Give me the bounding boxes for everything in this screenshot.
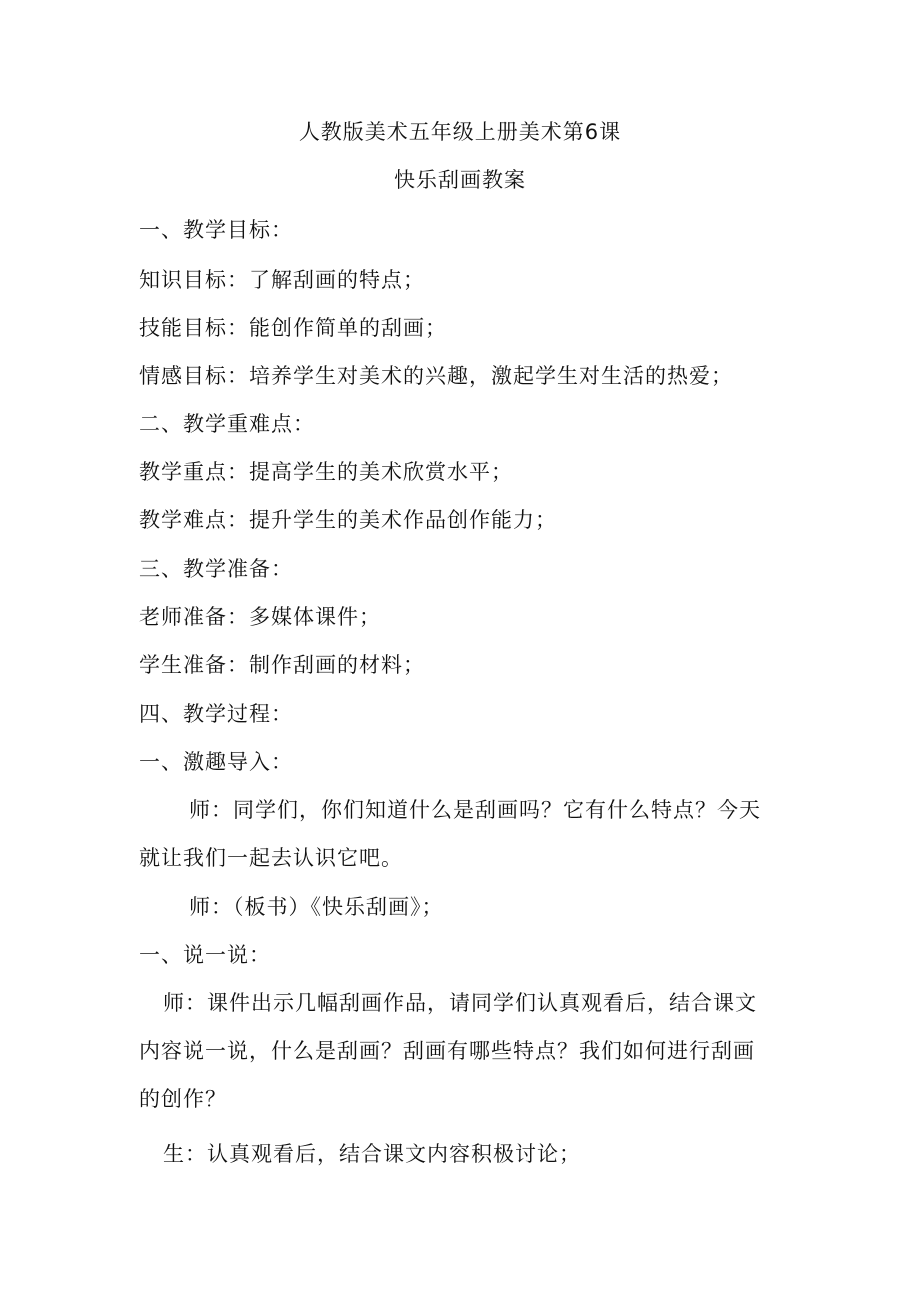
text-line: 生：认真观看后，结合课文内容积极讨论； [163,1142,581,1166]
section-heading-process: 四、教学过程： [139,702,293,726]
text-line: 师：课件出示几幅刮画作品，请同学们认真观看后，结合课文 [163,991,757,1015]
text-line: 情感目标：培养学生对美术的兴趣，激起学生对生活的热爱； [139,364,733,388]
document-title-line2: 快乐刮画教案 [394,168,526,192]
text-line: 师：同学们，你们知道什么是刮画吗？它有什么特点？今天 [189,798,761,822]
section-heading-key-points: 二、教学重难点： [139,412,315,436]
text-line: 教学难点：提升学生的美术作品创作能力； [139,508,557,532]
text-line: 学生准备：制作刮画的材料； [139,653,425,677]
text-line: 内容说一说，什么是刮画？刮画有哪些特点？我们如何进行刮画 [139,1039,755,1063]
text-line: 老师准备：多媒体课件； [139,605,381,629]
text-line: 师：（板书）《快乐刮画》； [189,895,444,919]
document-title-line1: 人教版美术五年级上册美术第6课 [298,120,622,144]
subsection-heading: 一、激趣导入： [139,750,293,774]
section-heading-preparation: 三、教学准备： [139,557,293,581]
section-heading-objectives: 一、教学目标： [139,218,293,242]
text-line: 知识目标：了解刮画的特点； [139,268,425,292]
text-line: 技能目标：能创作简单的刮画； [139,316,447,340]
text-line: 的创作？ [139,1087,227,1111]
subsection-heading: 一、说一说： [139,943,271,967]
text-line: 教学重点：提高学生的美术欣赏水平； [139,460,513,484]
text-line: 就让我们一起去认识它吧。 [139,846,403,870]
